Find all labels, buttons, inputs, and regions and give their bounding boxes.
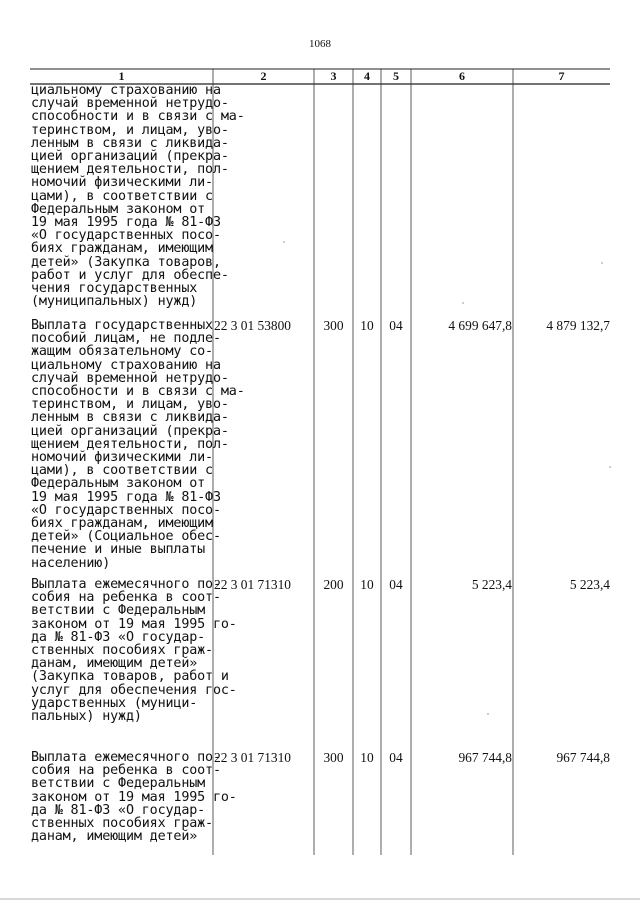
row-col6: 4 699 647,8 [448, 318, 512, 333]
scan-speck [609, 466, 611, 468]
row-col6: 5 223,4 [471, 577, 512, 592]
row-col4: 10 [360, 750, 374, 765]
scan-speck [462, 302, 464, 304]
row-col5: 04 [389, 318, 403, 333]
scan-speck [487, 713, 489, 715]
row-description: Выплата ежемесячного по- собия на ребенка в соот- ветствии с Федеральным законом от 19 мая 1995 го- да № 81-ФЗ «О государ- ственных пособиях граж- данам, имеющим детей» (Закупка товаров, работ и услуг для обеспечения гос- ударственных (муници- пальных) нужд) [31, 577, 237, 725]
row-col3: 300 [323, 750, 344, 765]
row-col7: 4 879 132,7 [546, 318, 610, 333]
scan-speck [601, 262, 603, 264]
row-description: Выплата государственных пособий лицам, не подле- жащим обязательному со- циальному страхованию на случай временной нетрудо- способности и в связи с ма- теринством, и лицам, уво- ленным в связи с ликвида- цией организаций (прекра- щением деятельности, пол- номочий физическими ли- цами), в соответствии с Федеральным законом от 19 мая 1995 года № 81-ФЗ «О государственных посо- биях гражданам, имеющим детей» (Социальное обес- печение и иные выплаты населению) [31, 318, 245, 571]
row-code: 22 3 01 71310 [214, 750, 291, 765]
row-col7: 5 223,4 [569, 577, 610, 592]
row-col5: 04 [389, 750, 403, 765]
row-code: 22 3 01 71310 [214, 577, 291, 592]
row-col4: 10 [360, 318, 374, 333]
column-header: 2 [260, 69, 267, 83]
column-header: 1 [118, 69, 125, 83]
row-description: Выплата ежемесячного по- собия на ребенка в соот- ветствии с Федеральным законом от 19 мая 1995 го- да № 81-ФЗ «О государ- ственных пособиях граж- данам, имеющим детей» [31, 750, 237, 845]
column-header: 7 [558, 69, 565, 83]
row-col4: 10 [360, 577, 374, 592]
scan-speck [283, 241, 285, 243]
column-header: 6 [459, 69, 465, 83]
row-col3: 200 [323, 577, 344, 592]
row-code: 22 3 01 53800 [214, 318, 291, 333]
column-header: 3 [330, 69, 337, 83]
row-col3: 300 [323, 318, 344, 333]
row-col6: 967 744,8 [458, 750, 512, 765]
row-description: циальному страхованию на случай временной нетрудо- способности и в связи с ма- теринством, и лицам, уво- ленным в связи с ликвида- цией организаций (прекра- щением деятельности, пол- номочий физическими ли- цами), в соответствии с Федеральным законом от 19 мая 1995 года № 81-ФЗ «О государственных посо- биях гражданам, имеющим детей» (Закупка товаров, работ и услуг для обеспе- чения государственных (муниципальных) нужд) [31, 83, 245, 310]
row-col5: 04 [389, 577, 403, 592]
row-col7: 967 744,8 [556, 750, 610, 765]
column-header: 5 [393, 69, 399, 83]
column-header: 4 [364, 69, 370, 83]
page-number: 1068 [309, 38, 331, 50]
